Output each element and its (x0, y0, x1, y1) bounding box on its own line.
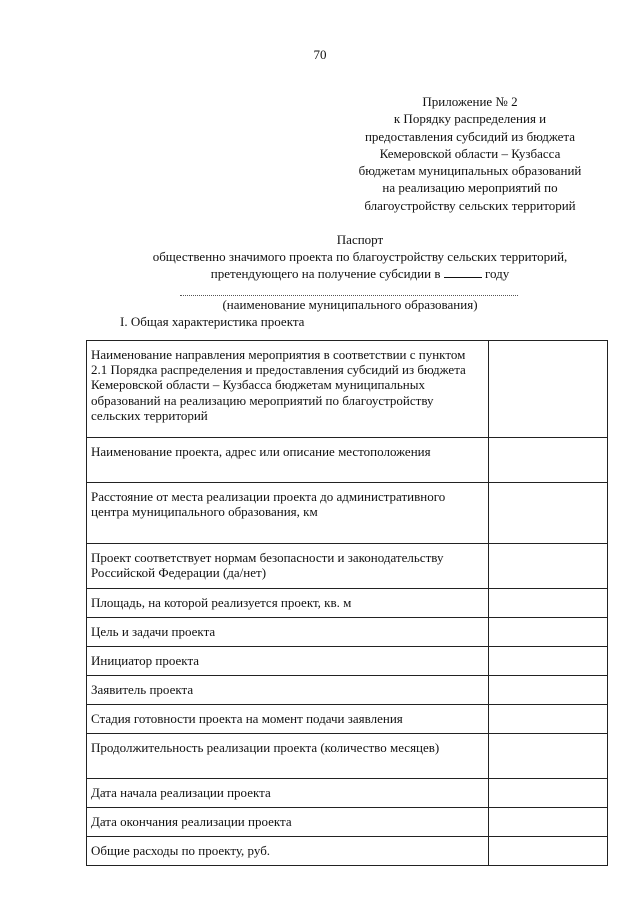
municipality-caption: (наименование муниципального образования) (222, 297, 478, 312)
page-number: 70 (313, 47, 327, 62)
row-label: Цель и задачи проекта (87, 618, 489, 647)
table-row (87, 544, 608, 589)
row-label: Продолжительность реализации проекта (количество месяцев) (87, 734, 489, 779)
row-value (489, 734, 608, 779)
table-row (87, 483, 608, 544)
passport-subtitle-line2 (60, 265, 640, 282)
passport-heading (60, 231, 640, 282)
appendix-line: предоставления субсидий из бюджета (364, 128, 576, 144)
row-value (489, 618, 608, 647)
row-label: Дата начала реализации проекта (87, 779, 489, 808)
table-row (87, 618, 608, 647)
row-value (489, 483, 608, 544)
row-label: Наименование направления мероприятия в соответствии с пунктом 2.1 Порядка распределения и предоставления субсидий из бюджета Кемеровской области – Кузбасса бюджетам муниципальных образований на реализацию мероприятий по благоустройству сельских территорий (87, 341, 489, 438)
row-value (489, 544, 608, 589)
appendix-line: бюджетам муниципальных образований (358, 163, 582, 179)
row-value (489, 438, 608, 483)
table-row (87, 779, 608, 808)
appendix-line: к Порядку распределения и (393, 111, 547, 127)
table-row (87, 589, 608, 618)
row-label: Расстояние от места реализации проекта до административного центра муниципального образования, км (87, 483, 489, 544)
appendix-line: Кемеровской области – Кузбасса (379, 145, 561, 161)
table-row (87, 341, 608, 438)
municipality-line (180, 295, 518, 296)
row-label: Проект соответствует нормам безопасности и законодательству Российской Федерации (да/нет) (87, 544, 489, 589)
table-row (87, 734, 608, 779)
passport-subtitle-before: претендующего на получение субсидии в (210, 266, 441, 281)
table-row (87, 705, 608, 734)
year-blank (444, 266, 482, 278)
section-title: I. Общая характеристика проекта (120, 314, 305, 329)
appendix-line: на реализацию мероприятий по (382, 180, 558, 196)
row-label: Стадия готовности проекта на момент подачи заявления (87, 705, 489, 734)
row-value (489, 647, 608, 676)
project-passport-table (86, 340, 608, 866)
row-label: Заявитель проекта (87, 676, 489, 705)
appendix-line: Приложение № 2 (422, 94, 518, 109)
appendix-header (320, 93, 620, 214)
row-label: Дата окончания реализации проекта (87, 808, 489, 837)
table-row (87, 837, 608, 866)
row-value (489, 779, 608, 808)
row-label: Инициатор проекта (87, 647, 489, 676)
row-label: Наименование проекта, адрес или описание местоположения (87, 438, 489, 483)
row-value (489, 808, 608, 837)
row-value (489, 589, 608, 618)
table-row (87, 676, 608, 705)
table-row (87, 438, 608, 483)
passport-subtitle-line1: общественно значимого проекта по благоустройству сельских территорий, (152, 249, 568, 264)
row-value (489, 837, 608, 866)
row-value (489, 705, 608, 734)
passport-title: Паспорт (336, 232, 384, 247)
table-row (87, 808, 608, 837)
row-value (489, 341, 608, 438)
row-label: Общие расходы по проекту, руб. (87, 837, 489, 866)
table-row (87, 647, 608, 676)
row-value (489, 676, 608, 705)
row-label: Площадь, на которой реализуется проект, кв. м (87, 589, 489, 618)
appendix-line: благоустройству сельских территорий (364, 197, 576, 213)
passport-subtitle-after: году (484, 266, 510, 281)
